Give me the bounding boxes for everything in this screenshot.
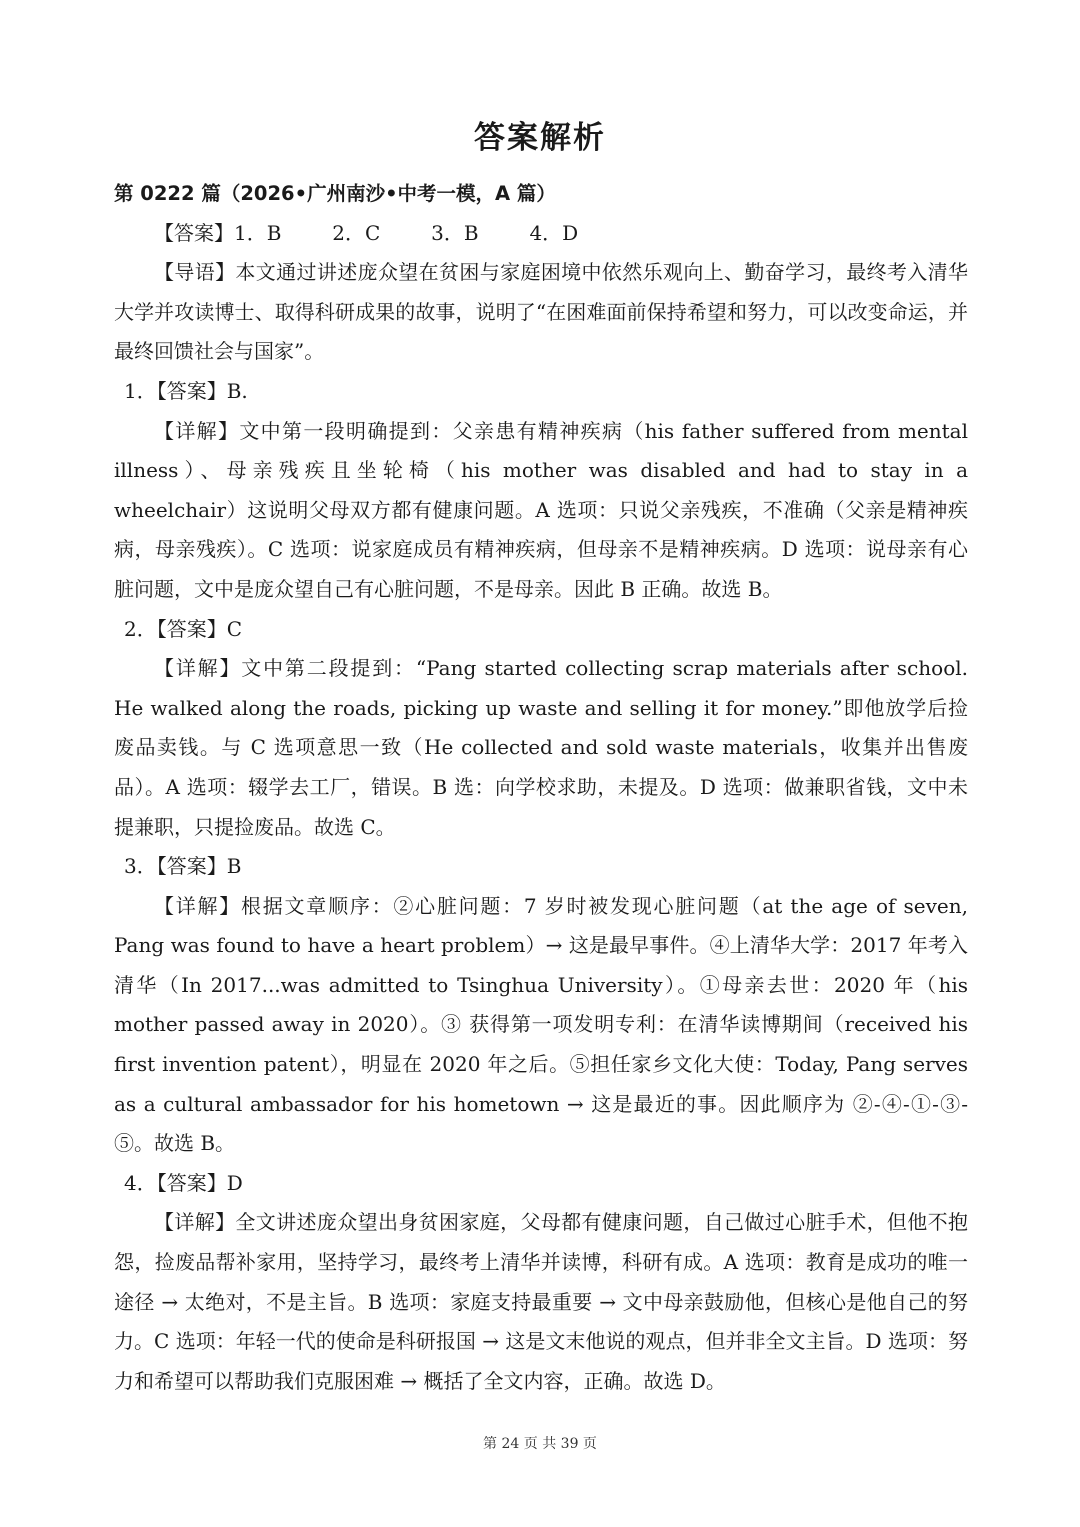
document-body	[114, 174, 968, 1401]
question-1-detail: 【详解】文中第一段明确提到：父亲患有精神疾病（his father suffered from mental illness）、母亲残疾且坐轮椅（his mother was disabled and had to stay in a wheelchair）这说明父母双方都有健康问题。A 选项：只说父亲残疾，不准确（父亲是精神疾病，母亲残疾）。C 选项：说家庭成员有精神疾病，但母亲不是精神疾病。D 选项：说母亲有心脏问题，文中是庞众望自己有心脏问题，不是母亲。因此 B 正确。故选 B。	[114, 418, 968, 601]
question-3-detail: 【详解】根据文章顺序：②心脏问题：7 岁时被发现心脏问题（at the age of seven, Pang was found to have a heart problem）→ 这是最早事件。④上清华大学：2017 年考入清华（In 2017...was admitted to Tsinghua University）。①母亲去世：2020 年（his mother passed away in 2020）。③ 获得第一项发明专利：在清华读博期间（received his first invention patent），明显在 2020 年之后。⑤担任家乡文化大使：Today, Pang serves as a cultural ambassador for his hometown → 这是最近的事。因此顺序为 ②-④-①-③-⑤。故选 B。	[114, 893, 968, 1156]
question-4-answer: 4．【答案】D	[124, 1170, 243, 1195]
guide-paragraph: 【导语】本文通过讲述庞众望在贫困与家庭困境中依然乐观向上、勤奋学习，最终考入清华大学并攻读博士、取得科研成果的故事，说明了“在困难面前保持希望和努力，可以改变命运，并最终回馈社会与国家”。	[114, 260, 968, 364]
question-2-detail: 【详解】文中第二段提到：“Pang started collecting scrap materials after school. He walked along the roads, picking up waste and selling it for money.”即他放学后捡废品卖钱。与 C 选项意思一致（He collected and sold waste materials，收集并出售废品）。A 选项：辍学去工厂，错误。B 选：向学校求助，未提及。D 选项：做兼职省钱，文中未提兼职，只提捡废品。故选 C。	[114, 656, 968, 839]
page-title: 答案解析	[474, 120, 606, 156]
section-heading: 第 0222 篇（2026•广州南沙•中考一模，A 篇）	[114, 182, 556, 205]
question-4-detail: 【详解】全文讲述庞众望出身贫困家庭，父母都有健康问题，自己做过心脏手术，但他不抱怨，捡废品帮补家用，坚持学习，最终考上清华并读博，科研有成。A 选项：教育是成功的唯一途径 → 太绝对，不是主旨。B 选项：家庭支持最重要 → 文中母亲鼓励他，但核心是他自己的努力。C 选项：年轻一代的使命是科研报国 → 这是文末他说的观点，但并非全文主旨。D 选项：努力和希望可以帮助我们克服困难 → 概括了全文内容，正确。故选 D。	[114, 1210, 968, 1393]
answer-key-line: 【答案】1．B 2．C 3．B 4．D	[154, 220, 579, 245]
page-footer: 第 24 页 共 39 页	[483, 1436, 597, 1452]
question-3-answer: 3．【答案】B	[124, 854, 242, 879]
question-2-answer: 2．【答案】C	[124, 616, 243, 641]
question-1-answer: 1．【答案】B.	[124, 378, 248, 403]
